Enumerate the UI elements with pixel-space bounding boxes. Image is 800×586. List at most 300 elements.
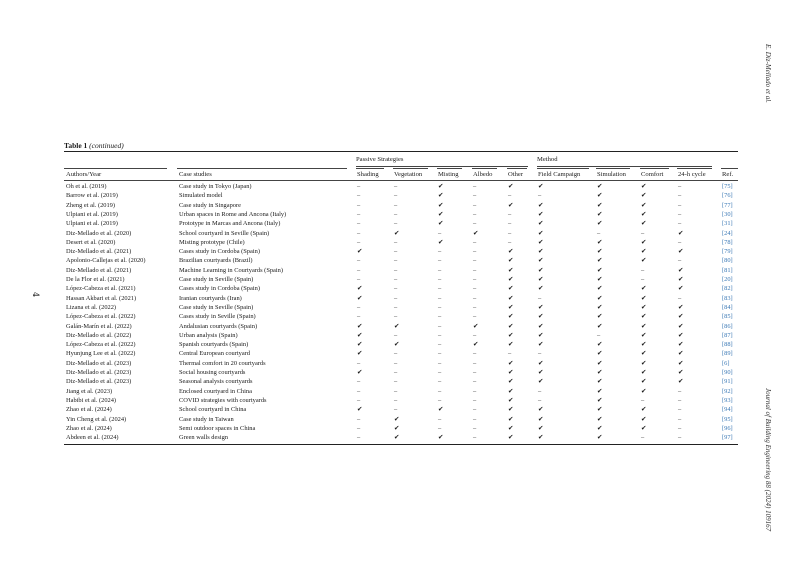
table-cell: – bbox=[438, 313, 442, 321]
reference-link[interactable]: [86] bbox=[722, 322, 733, 330]
check-mark-icon: ✔ bbox=[597, 424, 603, 432]
table-cell: – bbox=[394, 276, 398, 283]
check-mark-icon: ✔ bbox=[394, 434, 400, 442]
table-cell: Machine Learning in Courtyards (Spain) bbox=[179, 266, 283, 274]
check-mark-icon: ✔ bbox=[597, 238, 603, 246]
table-cell: Cases study in Seville (Spain) bbox=[179, 313, 256, 321]
table-cell: – bbox=[357, 434, 361, 442]
table-cell: – bbox=[508, 220, 512, 228]
table-cell: – bbox=[473, 313, 477, 321]
table-cell: – bbox=[538, 387, 542, 395]
check-mark-icon: ✔ bbox=[641, 294, 647, 302]
table-cell: – bbox=[473, 276, 477, 283]
table-cell: Case study in Singapore bbox=[179, 201, 241, 209]
reference-link[interactable]: [75] bbox=[722, 183, 733, 190]
reference-link[interactable]: [83] bbox=[722, 294, 733, 302]
check-mark-icon: ✔ bbox=[641, 183, 647, 190]
check-mark-icon: ✔ bbox=[357, 285, 363, 293]
table-cell: – bbox=[678, 294, 682, 302]
table-cell: – bbox=[357, 210, 361, 218]
check-mark-icon: ✔ bbox=[641, 313, 647, 321]
table-cell: – bbox=[357, 424, 361, 432]
table-cell: – bbox=[473, 238, 477, 246]
table-cell: De la Flor et al. (2021) bbox=[66, 276, 125, 283]
table-cell: – bbox=[438, 424, 442, 432]
table-cell: – bbox=[438, 387, 442, 395]
table-cell: Zhao et al. (2024) bbox=[66, 406, 112, 414]
column-header-rule bbox=[177, 168, 347, 169]
check-mark-icon: ✔ bbox=[538, 406, 544, 414]
check-mark-icon: ✔ bbox=[438, 210, 444, 218]
reference-link[interactable]: [96] bbox=[722, 424, 733, 432]
check-mark-icon: ✔ bbox=[508, 331, 514, 339]
table-cell: – bbox=[394, 238, 398, 246]
group-header-passive: Passive Strategies bbox=[356, 156, 404, 163]
table-bottom-rule bbox=[64, 444, 738, 445]
reference-link[interactable]: [82] bbox=[722, 285, 733, 293]
check-mark-icon: ✔ bbox=[597, 192, 603, 200]
table-cell: Diz-Mellado et al. (2023) bbox=[66, 378, 132, 386]
check-mark-icon: ✔ bbox=[641, 220, 647, 228]
table-cell: – bbox=[438, 276, 442, 283]
check-mark-icon: ✔ bbox=[641, 210, 647, 218]
check-mark-icon: ✔ bbox=[597, 257, 603, 265]
check-mark-icon: ✔ bbox=[641, 248, 647, 256]
check-mark-icon: ✔ bbox=[508, 359, 514, 367]
table-cell: Cases study in Cordoba (Spain) bbox=[179, 248, 260, 256]
table-continued-note: (continued) bbox=[89, 141, 124, 150]
check-mark-icon: ✔ bbox=[394, 424, 400, 432]
table-cell: Central European courtyard bbox=[179, 350, 250, 358]
table-cell: – bbox=[394, 248, 398, 256]
check-mark-icon: ✔ bbox=[508, 276, 514, 283]
table-cell: – bbox=[438, 266, 442, 274]
reference-link[interactable]: [84] bbox=[722, 303, 733, 311]
running-header-authors: E. Diz-Mellado et al. bbox=[764, 44, 772, 103]
check-mark-icon: ✔ bbox=[538, 257, 544, 265]
table-cell: – bbox=[641, 396, 645, 404]
table-cell: – bbox=[473, 387, 477, 395]
check-mark-icon: ✔ bbox=[538, 415, 544, 423]
check-mark-icon: ✔ bbox=[641, 257, 647, 265]
check-mark-icon: ✔ bbox=[394, 341, 400, 349]
check-mark-icon: ✔ bbox=[641, 192, 647, 200]
check-mark-icon: ✔ bbox=[508, 201, 514, 209]
check-mark-icon: ✔ bbox=[641, 201, 647, 209]
reference-link[interactable]: [76] bbox=[722, 192, 733, 200]
check-mark-icon: ✔ bbox=[641, 424, 647, 432]
table-cell: – bbox=[438, 303, 442, 311]
reference-link[interactable]: [81] bbox=[722, 266, 733, 274]
table-cell: Zheng et al. (2019) bbox=[66, 201, 115, 209]
table-cell: – bbox=[473, 183, 477, 190]
table-cell: – bbox=[357, 313, 361, 321]
check-mark-icon: ✔ bbox=[678, 303, 684, 311]
table-cell: – bbox=[473, 396, 477, 404]
check-mark-icon: ✔ bbox=[508, 248, 514, 256]
reference-link[interactable]: [95] bbox=[722, 415, 733, 423]
table-cell: – bbox=[597, 229, 601, 237]
table-cell: Cases study in Cordoba (Spain) bbox=[179, 285, 260, 293]
table-cell: Green walls design bbox=[179, 434, 228, 442]
check-mark-icon: ✔ bbox=[508, 434, 514, 442]
table-cell: – bbox=[678, 434, 682, 442]
table-cell: – bbox=[473, 415, 477, 423]
check-mark-icon: ✔ bbox=[641, 341, 647, 349]
reference-link[interactable]: [77] bbox=[722, 201, 733, 209]
table-cell: – bbox=[678, 220, 682, 228]
check-mark-icon: ✔ bbox=[641, 387, 647, 395]
reference-link[interactable]: [87] bbox=[722, 331, 733, 339]
check-mark-icon: ✔ bbox=[597, 341, 603, 349]
table-cell: – bbox=[473, 220, 477, 228]
check-mark-icon: ✔ bbox=[678, 322, 684, 330]
table-cell: Diz-Mellado et al. (2020) bbox=[66, 229, 132, 237]
table-cell: Case study in Tokyo (Japan) bbox=[179, 183, 252, 190]
column-header: Other bbox=[508, 171, 524, 178]
table-cell: – bbox=[473, 424, 477, 432]
check-mark-icon: ✔ bbox=[394, 415, 400, 423]
table-cell: – bbox=[508, 229, 512, 237]
reference-link[interactable]: [85] bbox=[722, 313, 733, 321]
column-header: Ref. bbox=[722, 171, 734, 178]
check-mark-icon: ✔ bbox=[597, 434, 603, 442]
table-cell: – bbox=[473, 359, 477, 367]
check-mark-icon: ✔ bbox=[508, 424, 514, 432]
column-header: Comfort bbox=[641, 171, 664, 178]
check-mark-icon: ✔ bbox=[438, 183, 444, 190]
column-header-rule bbox=[356, 168, 384, 169]
reference-link[interactable]: [88] bbox=[722, 341, 733, 349]
check-mark-icon: ✔ bbox=[641, 350, 647, 358]
column-header-rule bbox=[640, 168, 669, 169]
check-mark-icon: ✔ bbox=[508, 303, 514, 311]
reference-link[interactable]: [80] bbox=[722, 257, 733, 265]
table-cell: Misting prototype (Chile) bbox=[179, 238, 245, 246]
table-cell: – bbox=[508, 350, 512, 358]
column-header-rule bbox=[437, 168, 462, 169]
reference-link[interactable]: [6] bbox=[722, 359, 730, 367]
table-cell: – bbox=[641, 266, 645, 274]
reference-link[interactable]: [30] bbox=[722, 210, 733, 218]
reference-link[interactable]: [79] bbox=[722, 248, 733, 256]
check-mark-icon: ✔ bbox=[597, 303, 603, 311]
check-mark-icon: ✔ bbox=[473, 322, 479, 330]
table-cell: – bbox=[394, 331, 398, 339]
table-cell: – bbox=[394, 285, 398, 293]
reference-link[interactable]: [89] bbox=[722, 350, 733, 358]
table-cell: – bbox=[357, 238, 361, 246]
check-mark-icon: ✔ bbox=[538, 359, 544, 367]
table-cell: Jiang et al. (2023) bbox=[66, 387, 113, 395]
table-cell: – bbox=[394, 387, 398, 395]
table-cell: – bbox=[438, 350, 442, 358]
table-top-rule bbox=[64, 151, 738, 152]
table-cell: – bbox=[394, 192, 398, 200]
check-mark-icon: ✔ bbox=[438, 238, 444, 246]
table-cell: – bbox=[438, 378, 442, 386]
table-cell: – bbox=[538, 350, 542, 358]
table-cell: Iranian courtyards (Iran) bbox=[179, 294, 242, 302]
table-cell: – bbox=[473, 294, 477, 302]
table-cell: School courtyard in China bbox=[179, 406, 247, 414]
table-cell: Ulpiani et al. (2019) bbox=[66, 220, 118, 228]
check-mark-icon: ✔ bbox=[508, 322, 514, 330]
table-cell: – bbox=[357, 276, 361, 283]
check-mark-icon: ✔ bbox=[538, 220, 544, 228]
check-mark-icon: ✔ bbox=[641, 415, 647, 423]
table-cell: – bbox=[357, 201, 361, 209]
table-cell: Apolonio-Callejas et al. (2020) bbox=[66, 257, 146, 265]
table-cell: – bbox=[678, 396, 682, 404]
table-cell: Hassan Akbari et al. (2021) bbox=[66, 294, 137, 302]
check-mark-icon: ✔ bbox=[438, 434, 444, 442]
check-mark-icon: ✔ bbox=[357, 294, 363, 302]
check-mark-icon: ✔ bbox=[641, 303, 647, 311]
table-cell: – bbox=[597, 331, 601, 339]
check-mark-icon: ✔ bbox=[597, 369, 603, 376]
table-cell: Desert et al. (2020) bbox=[66, 238, 116, 246]
table-cell: – bbox=[394, 266, 398, 274]
table-cell: Case study in Seville (Spain) bbox=[179, 303, 254, 311]
check-mark-icon: ✔ bbox=[597, 313, 603, 321]
check-mark-icon: ✔ bbox=[597, 210, 603, 218]
column-header-rule bbox=[677, 168, 712, 169]
table-cell: – bbox=[394, 369, 398, 376]
table-cell: – bbox=[394, 406, 398, 414]
reference-link[interactable]: [31] bbox=[722, 220, 733, 228]
table-cell: – bbox=[641, 434, 645, 442]
table-cell: – bbox=[508, 210, 512, 218]
table-cell: Galán-Marín et al. (2022) bbox=[66, 322, 132, 330]
table-cell: Case study in Seville (Spain) bbox=[179, 276, 254, 283]
table-cell: Spanish courtyards (Spain) bbox=[179, 341, 249, 349]
check-mark-icon: ✔ bbox=[678, 229, 684, 237]
check-mark-icon: ✔ bbox=[357, 341, 363, 349]
check-mark-icon: ✔ bbox=[597, 201, 603, 209]
table-cell: Thermal comfort in 20 courtyards bbox=[179, 359, 266, 367]
table-cell: – bbox=[394, 350, 398, 358]
reference-link[interactable]: [24] bbox=[722, 229, 733, 237]
table-cell: Ulpiani et al. (2019) bbox=[66, 210, 118, 218]
table-cell: – bbox=[678, 238, 682, 246]
table-cell: – bbox=[394, 396, 398, 404]
table-cell: – bbox=[357, 183, 361, 190]
table-cell: Yin Cheng et al. (2024) bbox=[66, 415, 127, 423]
table-cell: Urban spaces in Rome and Ancona (Italy) bbox=[179, 210, 287, 218]
table-cell: Semi outdoor spaces in China bbox=[179, 424, 256, 432]
table-cell: – bbox=[438, 331, 442, 339]
table-cell: – bbox=[678, 406, 682, 414]
check-mark-icon: ✔ bbox=[438, 192, 444, 200]
check-mark-icon: ✔ bbox=[508, 257, 514, 265]
table-cell: López-Cabeza et al. (2022) bbox=[66, 341, 136, 349]
table-cell: – bbox=[678, 201, 682, 209]
table-cell: – bbox=[508, 192, 512, 200]
check-mark-icon: ✔ bbox=[641, 322, 647, 330]
check-mark-icon: ✔ bbox=[357, 248, 363, 256]
check-mark-icon: ✔ bbox=[597, 396, 603, 404]
table-cell: – bbox=[473, 378, 477, 386]
check-mark-icon: ✔ bbox=[438, 201, 444, 209]
table-cell: – bbox=[357, 303, 361, 311]
check-mark-icon: ✔ bbox=[678, 341, 684, 349]
check-mark-icon: ✔ bbox=[357, 406, 363, 414]
table-caption bbox=[64, 141, 124, 150]
table-cell: – bbox=[438, 322, 442, 330]
table-cell: Zhao et al. (2024) bbox=[66, 424, 112, 432]
table-cell: Diz-Mellado et al. (2022) bbox=[66, 331, 132, 339]
reference-link[interactable]: [92] bbox=[722, 387, 733, 395]
table-cell: Simulated model bbox=[179, 192, 223, 200]
check-mark-icon: ✔ bbox=[641, 406, 647, 414]
reference-link[interactable]: [97] bbox=[722, 434, 733, 442]
check-mark-icon: ✔ bbox=[538, 369, 544, 376]
check-mark-icon: ✔ bbox=[538, 341, 544, 349]
table-cell: – bbox=[357, 359, 361, 367]
check-mark-icon: ✔ bbox=[538, 210, 544, 218]
check-mark-icon: ✔ bbox=[641, 369, 647, 376]
column-header: 24-h cycle bbox=[678, 171, 706, 178]
column-header: Misting bbox=[438, 171, 459, 178]
running-header-journal: Journal of Building Engineering 88 (2024) 109167 bbox=[764, 388, 772, 532]
check-mark-icon: ✔ bbox=[508, 285, 514, 293]
table-cell: – bbox=[357, 415, 361, 423]
check-mark-icon: ✔ bbox=[538, 285, 544, 293]
check-mark-icon: ✔ bbox=[508, 313, 514, 321]
table-cell: COVID strategies with courtyards bbox=[179, 396, 267, 404]
table-cell: – bbox=[394, 257, 398, 265]
check-mark-icon: ✔ bbox=[538, 303, 544, 311]
table-cell: – bbox=[438, 257, 442, 265]
table-cell: – bbox=[438, 396, 442, 404]
check-mark-icon: ✔ bbox=[538, 276, 544, 283]
table-cell: – bbox=[678, 192, 682, 200]
check-mark-icon: ✔ bbox=[678, 350, 684, 358]
table-cell: – bbox=[473, 331, 477, 339]
check-mark-icon: ✔ bbox=[641, 331, 647, 339]
check-mark-icon: ✔ bbox=[508, 387, 514, 395]
header-bottom-rule bbox=[64, 180, 738, 181]
table-cell: Urban analysis (Spain) bbox=[179, 331, 238, 339]
table-cell: – bbox=[357, 229, 361, 237]
column-header: Case studies bbox=[179, 171, 212, 178]
check-mark-icon: ✔ bbox=[538, 313, 544, 321]
check-mark-icon: ✔ bbox=[538, 424, 544, 432]
table-cell: – bbox=[538, 294, 542, 302]
check-mark-icon: ✔ bbox=[357, 369, 363, 376]
check-mark-icon: ✔ bbox=[641, 359, 647, 367]
check-mark-icon: ✔ bbox=[508, 266, 514, 274]
column-header-rule bbox=[507, 168, 527, 169]
table-cell: Lizana et al. (2022) bbox=[66, 303, 117, 311]
check-mark-icon: ✔ bbox=[538, 248, 544, 256]
check-mark-icon: ✔ bbox=[678, 276, 684, 283]
table-cell: Diz-Mellado et al. (2021) bbox=[66, 248, 132, 256]
reference-link[interactable]: [20] bbox=[722, 276, 733, 283]
table-cell: – bbox=[473, 257, 477, 265]
table-cell: – bbox=[473, 201, 477, 209]
table-cell: – bbox=[473, 350, 477, 358]
table-cell: Case study in Taiwan bbox=[179, 415, 234, 423]
table-cell: – bbox=[538, 192, 542, 200]
column-header-rule bbox=[596, 168, 630, 169]
table-cell: – bbox=[438, 229, 442, 237]
table-cell: – bbox=[394, 359, 398, 367]
check-mark-icon: ✔ bbox=[508, 396, 514, 404]
table-cell: Brazilian courtyards (Brazil) bbox=[179, 257, 253, 265]
check-mark-icon: ✔ bbox=[538, 378, 544, 386]
table-cell: Oh et al. (2019) bbox=[66, 183, 107, 190]
check-mark-icon: ✔ bbox=[357, 350, 363, 358]
check-mark-icon: ✔ bbox=[438, 220, 444, 228]
table-cell: Prototype in Marcas and Ancona (Italy) bbox=[179, 220, 281, 228]
check-mark-icon: ✔ bbox=[678, 285, 684, 293]
group-header-method: Method bbox=[537, 156, 558, 163]
check-mark-icon: ✔ bbox=[641, 238, 647, 246]
check-mark-icon: ✔ bbox=[394, 229, 400, 237]
reference-link[interactable]: [91] bbox=[722, 378, 733, 386]
table-cell: – bbox=[438, 359, 442, 367]
column-header: Simulation bbox=[597, 171, 626, 178]
table-cell: – bbox=[473, 406, 477, 414]
table-cell: – bbox=[394, 303, 398, 311]
check-mark-icon: ✔ bbox=[538, 322, 544, 330]
check-mark-icon: ✔ bbox=[678, 266, 684, 274]
reference-link[interactable]: [94] bbox=[722, 406, 733, 414]
reference-link[interactable]: [93] bbox=[722, 396, 733, 404]
check-mark-icon: ✔ bbox=[508, 369, 514, 376]
check-mark-icon: ✔ bbox=[538, 238, 544, 246]
table-cell: Diz-Mellado et al. (2021) bbox=[66, 266, 132, 274]
table-cell: Andalusian courtyards (Spain) bbox=[179, 322, 258, 330]
check-mark-icon: ✔ bbox=[597, 359, 603, 367]
check-mark-icon: ✔ bbox=[538, 266, 544, 274]
check-mark-icon: ✔ bbox=[394, 322, 400, 330]
column-header-rule bbox=[64, 168, 167, 169]
column-header: Authors/Year bbox=[66, 171, 102, 178]
check-mark-icon: ✔ bbox=[597, 387, 603, 395]
table-cell: – bbox=[438, 248, 442, 256]
check-mark-icon: ✔ bbox=[597, 415, 603, 423]
column-header: Field Campaign bbox=[538, 171, 581, 178]
check-mark-icon: ✔ bbox=[508, 415, 514, 423]
table-cell: Social housing courtyards bbox=[179, 369, 246, 376]
table-cell: – bbox=[357, 378, 361, 386]
reference-link[interactable]: [78] bbox=[722, 238, 733, 246]
check-mark-icon: ✔ bbox=[508, 183, 514, 190]
check-mark-icon: ✔ bbox=[438, 406, 444, 414]
table-cell: – bbox=[473, 192, 477, 200]
table-cell: – bbox=[641, 276, 645, 283]
reference-link[interactable]: [90] bbox=[722, 369, 733, 376]
table-cell: – bbox=[394, 378, 398, 386]
check-mark-icon: ✔ bbox=[357, 331, 363, 339]
check-mark-icon: ✔ bbox=[597, 266, 603, 274]
group-rule-passive bbox=[356, 166, 528, 167]
table-cell: – bbox=[678, 415, 682, 423]
check-mark-icon: ✔ bbox=[678, 359, 684, 367]
table-cell: Abdeen et al. (2024) bbox=[66, 434, 119, 442]
table-cell: López-Cabeza et al. (2021) bbox=[66, 285, 136, 293]
table-cell: – bbox=[473, 285, 477, 293]
table-cell: – bbox=[473, 248, 477, 256]
table-cell: – bbox=[508, 238, 512, 246]
column-header: Albedo bbox=[473, 171, 493, 178]
check-mark-icon: ✔ bbox=[538, 434, 544, 442]
group-rule-method bbox=[537, 166, 712, 167]
table-cell: – bbox=[394, 220, 398, 228]
